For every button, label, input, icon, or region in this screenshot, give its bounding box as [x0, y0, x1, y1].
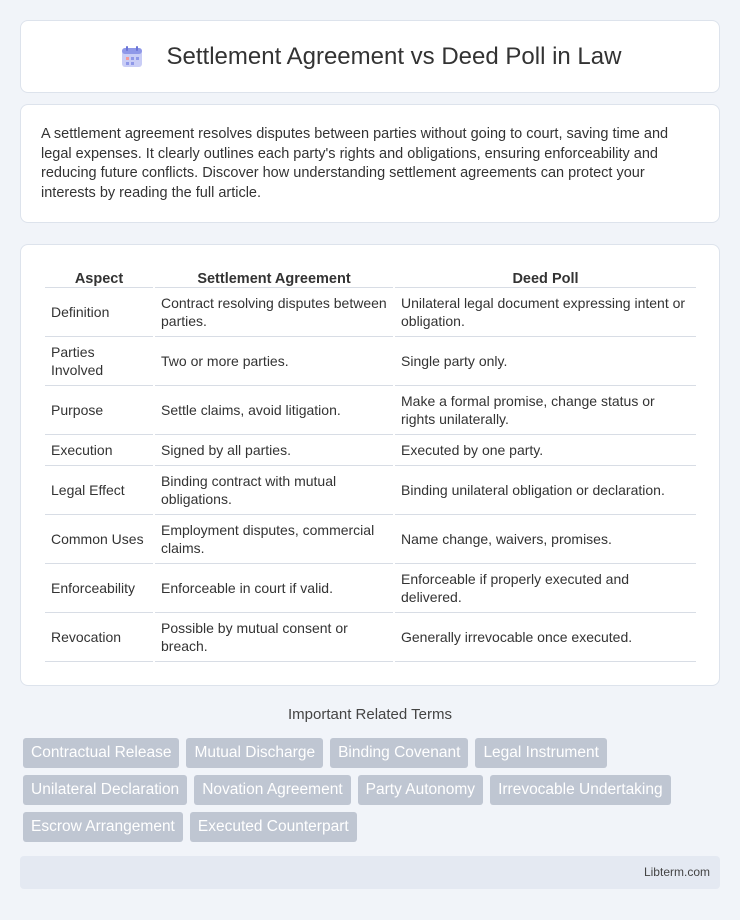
table-row — [45, 466, 696, 515]
calendar-icon — [119, 44, 145, 70]
related-term-tag[interactable]: Unilateral Declaration — [23, 775, 187, 805]
cell-deed-poll: Unilateral legal document expressing intent or obligation. — [395, 288, 696, 337]
cell-aspect: Common Uses — [45, 515, 153, 564]
comparison-table-card — [20, 244, 720, 686]
cell-aspect: Execution — [45, 435, 153, 466]
cell-settlement-agreement: Settle claims, avoid litigation. — [155, 386, 393, 435]
table-header-row — [45, 265, 696, 288]
cell-settlement-agreement: Enforceable in court if valid. — [155, 564, 393, 613]
cell-deed-poll: Enforceable if properly executed and delivered. — [395, 564, 696, 613]
related-term-tag[interactable]: Binding Covenant — [330, 738, 468, 768]
cell-aspect: Enforceability — [45, 564, 153, 613]
related-terms-list — [23, 738, 723, 842]
cell-deed-poll: Name change, waivers, promises. — [395, 515, 696, 564]
title-card — [20, 20, 720, 93]
cell-aspect: Purpose — [45, 386, 153, 435]
footer-site-link[interactable]: Libterm.com — [643, 865, 710, 879]
cell-deed-poll: Generally irrevocable once executed. — [395, 613, 696, 662]
table-row — [45, 288, 696, 337]
header-deed-poll: Deed Poll — [395, 265, 696, 288]
cell-settlement-agreement: Signed by all parties. — [155, 435, 393, 466]
cell-aspect: Legal Effect — [45, 466, 153, 515]
cell-settlement-agreement: Employment disputes, commercial claims. — [155, 515, 393, 564]
cell-aspect: Parties Involved — [45, 337, 153, 386]
table-row — [45, 435, 696, 466]
header-settlement-agreement: Settlement Agreement — [155, 265, 393, 288]
intro-text: A settlement agreement resolves disputes between parties without going to court, saving time and legal expenses. It clearly outlines each party's rights and obligations, ensuring enforceability and reducing future conflicts. Discover how understanding settlement agreements can protect your interests by reading the full article. — [41, 126, 669, 201]
cell-settlement-agreement: Possible by mutual consent or breach. — [155, 613, 393, 662]
cell-settlement-agreement: Binding contract with mutual obligations. — [155, 466, 393, 515]
cell-deed-poll: Binding unilateral obligation or declaration. — [395, 466, 696, 515]
related-term-tag[interactable]: Party Autonomy — [358, 775, 483, 805]
header-aspect: Aspect — [45, 265, 153, 288]
cell-aspect: Definition — [45, 288, 153, 337]
cell-aspect: Revocation — [45, 613, 153, 662]
related-term-tag[interactable]: Escrow Arrangement — [23, 812, 183, 842]
cell-settlement-agreement: Contract resolving disputes between parties. — [155, 288, 393, 337]
related-term-tag[interactable]: Irrevocable Undertaking — [490, 775, 671, 805]
related-terms-heading: Important Related Terms — [288, 706, 452, 723]
cell-deed-poll: Make a formal promise, change status or rights unilaterally. — [395, 386, 696, 435]
cell-deed-poll: Executed by one party. — [395, 435, 696, 466]
table-row — [45, 386, 696, 435]
table-row — [45, 337, 696, 386]
related-term-tag[interactable]: Legal Instrument — [475, 738, 606, 768]
related-term-tag[interactable]: Mutual Discharge — [186, 738, 323, 768]
table-row — [45, 613, 696, 662]
related-term-tag[interactable]: Contractual Release — [23, 738, 179, 768]
table-row — [45, 564, 696, 613]
footer — [20, 856, 720, 889]
cell-deed-poll: Single party only. — [395, 337, 696, 386]
comparison-table — [43, 265, 698, 662]
related-term-tag[interactable]: Novation Agreement — [194, 775, 350, 805]
cell-settlement-agreement: Two or more parties. — [155, 337, 393, 386]
intro-card — [20, 104, 720, 223]
page-title: Settlement Agreement vs Deed Poll in Law — [166, 42, 622, 70]
related-term-tag[interactable]: Executed Counterpart — [190, 812, 357, 842]
table-row — [45, 515, 696, 564]
